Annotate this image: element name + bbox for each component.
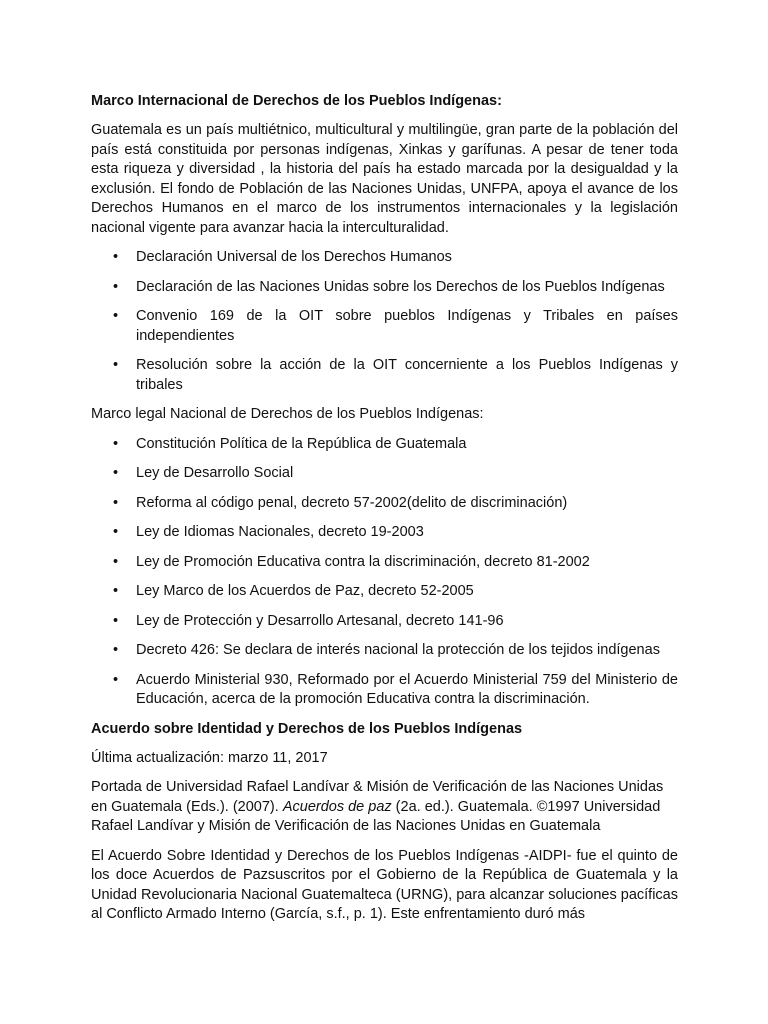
intro-paragraph: Guatemala es un país multiétnico, multicultural y multilingüe, gran parte de la población del país está constituida por personas indígenas, Xinkas y garífunas. A pesar de tener toda esta riqueza y diversidad , la historia del país ha estado marcada por la desigualdad y la exclusión. El fondo de Población de las Naciones Unidas, UNFPA, apoya el avance de los Derechos Humanos en el marco de los instrumentos internacionales y la legislación nacional vigente para avanzar hacia la interculturalidad. [91, 122, 678, 236]
list-item [91, 671, 678, 710]
list-item-text: Ley de Promoción Educativa contra la discriminación, decreto 81-2002 [136, 553, 590, 570]
body-paragraph: El Acuerdo Sobre Identidad y Derechos de los Pueblos Indígenas -AIDPI- fue el quinto de los doce Acuerdos de Pazsuscritos por el Gobierno de la República de Guatemala y la Unidad Revolucionaria Nacional Guatemalteca (URNG), para alcanzar soluciones pacíficas al Conflicto Armado Interno (García, s.f., p. 1). Este enfrentamiento duró más [91, 847, 678, 922]
section-title-international: Marco Internacional de Derechos de los Pueblos Indígenas: [91, 93, 502, 109]
list-item [91, 582, 678, 602]
bullet-icon: • [113, 524, 119, 540]
last-updated: Última actualización: marzo 11, 2017 [91, 749, 328, 766]
bullet-icon: • [113, 465, 119, 481]
national-list [91, 435, 678, 710]
bullet-icon: • [113, 278, 119, 295]
bullet-icon: • [113, 435, 119, 452]
bullet-icon: • [113, 249, 119, 265]
section-title-acuerdo: Acuerdo sobre Identidad y Derechos de los Pueblos Indígenas [91, 720, 523, 737]
section-title-national: Marco legal Nacional de Derechos de los Pueblos Indígenas: [91, 406, 484, 422]
list-item-text: Constitución Política de la República de Guatemala [136, 435, 467, 452]
list-item [91, 494, 678, 514]
citation-title: Acuerdos de paz [282, 798, 392, 815]
document-page [91, 92, 678, 935]
list-item-text: Convenio 169 de la OIT sobre pueblos Indígenas y Tribales en países independientes [136, 308, 678, 344]
list-item [91, 523, 678, 543]
list-item-text: Reforma al código penal, decreto 57-2002(delito de discriminación) [136, 494, 568, 511]
citation-paragraph [91, 778, 678, 837]
list-item-text: Ley de Protección y Desarrollo Artesanal, decreto 141-96 [136, 612, 504, 629]
list-item-text: Ley Marco de los Acuerdos de Paz, decreto 52-2005 [136, 583, 474, 599]
bullet-icon: • [113, 553, 119, 570]
citation-text-before: Portada de Universidad Rafael Landívar & Misión de Verificación de las Naciones Unidas en Guatemala (Eds.). (2007). [91, 779, 664, 815]
list-item-text: Decreto 426: Se declara de interés nacional la protección de los tejidos indígenas [136, 642, 660, 658]
list-item [91, 248, 678, 268]
bullet-icon: • [113, 612, 119, 629]
list-item-text: Ley de Desarrollo Social [136, 465, 294, 481]
list-item [91, 307, 678, 346]
list-item-text: Resolución sobre la acción de la OIT concerniente a los Pueblos Indígenas y tribales [136, 357, 678, 393]
international-list [91, 248, 678, 395]
list-item-text: Declaración de las Naciones Unidas sobre los Derechos de los Pueblos Indígenas [136, 278, 665, 295]
list-item [91, 553, 678, 573]
list-item-text: Declaración Universal de los Derechos Humanos [136, 249, 452, 265]
list-item-text: Acuerdo Ministerial 930, Reformado por el Acuerdo Ministerial 759 del Ministerio de Educación, acerca de la promoción Educativa contra la discriminación. [136, 671, 678, 707]
citation-text-after: (2a. ed.). Guatemala. ©1997 Universidad Rafael Landívar y Misión de Verificación de las Naciones Unidas en Guatemala [91, 798, 661, 834]
list-item [91, 356, 678, 395]
list-item [91, 278, 678, 298]
list-item [91, 641, 678, 661]
list-item-text: Ley de Idiomas Nacionales, decreto 19-2003 [136, 524, 424, 540]
list-item [91, 464, 678, 484]
bullet-icon: • [113, 583, 119, 599]
list-item [91, 435, 678, 455]
bullet-icon: • [113, 642, 119, 658]
bullet-icon: • [113, 308, 119, 324]
bullet-icon: • [113, 671, 119, 688]
list-item [91, 612, 678, 632]
bullet-icon: • [113, 357, 119, 373]
bullet-icon: • [113, 494, 119, 511]
